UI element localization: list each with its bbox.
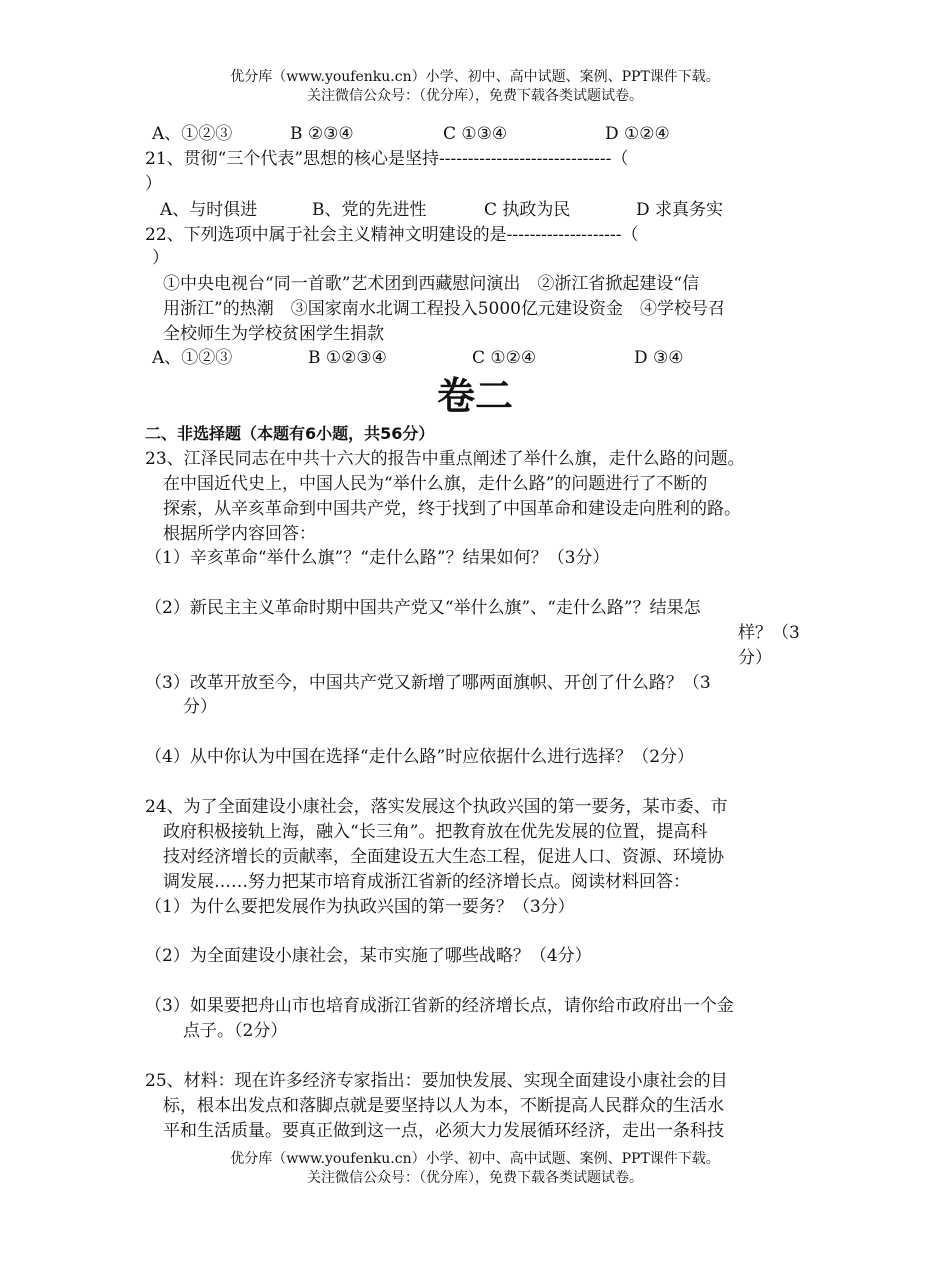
page-header-line2: 关注微信公众号：（优分库），免费下载各类试题试卷。 xyxy=(307,88,643,104)
q23-sub3a: （3）改革开放至今，中国共产党又新增了哪两面旗帜、开创了什么路？（3 xyxy=(145,673,711,693)
page-footer-line2: 关注微信公众号：（优分库），免费下载各类试题试卷。 xyxy=(307,1170,643,1186)
q23-line3: 探索，从辛亥革命到中国共产党，终于找到了中国革命和建设走向胜利的路。 xyxy=(163,499,741,519)
q23-sub3b: 分） xyxy=(183,697,217,717)
q23-line4: 根据所学内容回答： xyxy=(163,524,316,544)
q21-close: ） xyxy=(145,174,162,194)
q24-line4: 调发展……努力把某市培育成浙江省新的经济增长点。阅读材料回答： xyxy=(163,872,690,892)
q21-option-d: D 求真务实 xyxy=(636,200,724,220)
section-heading: 二、非选择题（本题有6小题，共56分） xyxy=(145,424,435,443)
q21-option-b: B、党的先进性 xyxy=(312,200,427,220)
q25-line3: 平和生活质量。要真正做到这一点，必须大力发展循环经济，走出一条科技 xyxy=(163,1121,724,1141)
q24-sub3a: （3）如果要把舟山市也培育成浙江省新的经济增长点，请你给市政府出一个金 xyxy=(145,996,734,1016)
q23-sub2b: 样？（3 xyxy=(738,623,800,643)
q22-option-b: B ①②③④ xyxy=(308,348,387,368)
q22-item-line2: 用浙江”的热潮 ③国家南水北调工程投入5000亿元建设资金 ④学校号召 xyxy=(163,299,725,319)
q20-options xyxy=(152,122,670,146)
q24-line2: 政府积极接轨上海，融入“长三角”。把教育放在优先发展的位置，提高科 xyxy=(163,822,708,842)
q23-line1: 23、江泽民同志在中共十六大的报告中重点阐述了举什么旗，走什么路的问题。 xyxy=(145,449,745,469)
q20-option-c: C ①③④ xyxy=(443,124,508,144)
q21-option-c: C 执政为民 xyxy=(484,200,571,220)
q24-sub1: （1）为什么要把发展作为执政兴国的第一要务？（3分） xyxy=(145,897,575,917)
q20-option-b: B ②③④ xyxy=(290,124,354,144)
q24-line1: 24、为了全面建设小康社会，落实发展这个执政兴国的第一要务，某市委、市 xyxy=(145,797,728,817)
q20-option-d: D ①②④ xyxy=(605,124,670,144)
q22-stem: 22、下列选项中属于社会主义精神文明建设的是--------------------（ xyxy=(145,225,639,245)
q22-item-line1: ①中央电视台“同一首歌”艺术团到西藏慰问演出 ②浙江省掀起建设“信 xyxy=(163,274,700,294)
q23-sub2c: 分） xyxy=(738,648,772,668)
q25-line1: 25、材料：现在许多经济专家指出：要加快发展、实现全面建设小康社会的目 xyxy=(145,1071,728,1091)
q24-line3: 技对经济增长的贡献率，全面建设五大生态工程，促进人口、资源、环境协 xyxy=(163,847,724,867)
q25-line2: 标，根本出发点和落脚点就是要坚持以人为本，不断提高人民群众的生活水 xyxy=(163,1096,724,1116)
q23-sub1: （1）辛亥革命“举什么旗”？“走什么路”？结果如何？（3分） xyxy=(145,548,610,568)
q20-option-a: A、①②③ xyxy=(152,124,233,144)
q22-option-a: A、①②③ xyxy=(152,348,233,368)
page-header-line1: 优分库（www.youfenku.cn）小学、初中、高中试题、案例、PPT课件下载。 xyxy=(230,69,720,85)
q22-option-d: D ③④ xyxy=(634,348,684,368)
section-title: 卷二 xyxy=(436,374,513,418)
q24-sub2: （2）为全面建设小康社会，某市实施了哪些战略？（4分） xyxy=(145,946,592,966)
q21-stem: 21、贯彻“三个代表”思想的核心是坚持------------------------------（ xyxy=(145,149,629,169)
q23-sub4: （4）从中你认为中国在选择“走什么路”时应依据什么进行选择？（2分） xyxy=(145,747,695,767)
q23-line2: 在中国近代史上，中国人民为“举什么旗，走什么路”的问题进行了不断的 xyxy=(163,474,708,494)
q21-option-a: A、与时俱进 xyxy=(160,200,258,220)
q23-sub2a: （2）新民主主义革命时期中国共产党又“举什么旗”、“走什么路”？结果怎 xyxy=(145,598,701,618)
q21-options xyxy=(160,198,723,222)
q22-item-line3: 全校师生为学校贫困学生捐款 xyxy=(163,324,384,344)
q22-close: ） xyxy=(152,248,169,268)
page-footer-line1: 优分库（www.youfenku.cn）小学、初中、高中试题、案例、PPT课件下载。 xyxy=(230,1151,720,1167)
q24-sub3b: 点子。（2分） xyxy=(183,1021,288,1041)
q22-options xyxy=(152,346,684,370)
q22-option-c: C ①②④ xyxy=(472,348,537,368)
